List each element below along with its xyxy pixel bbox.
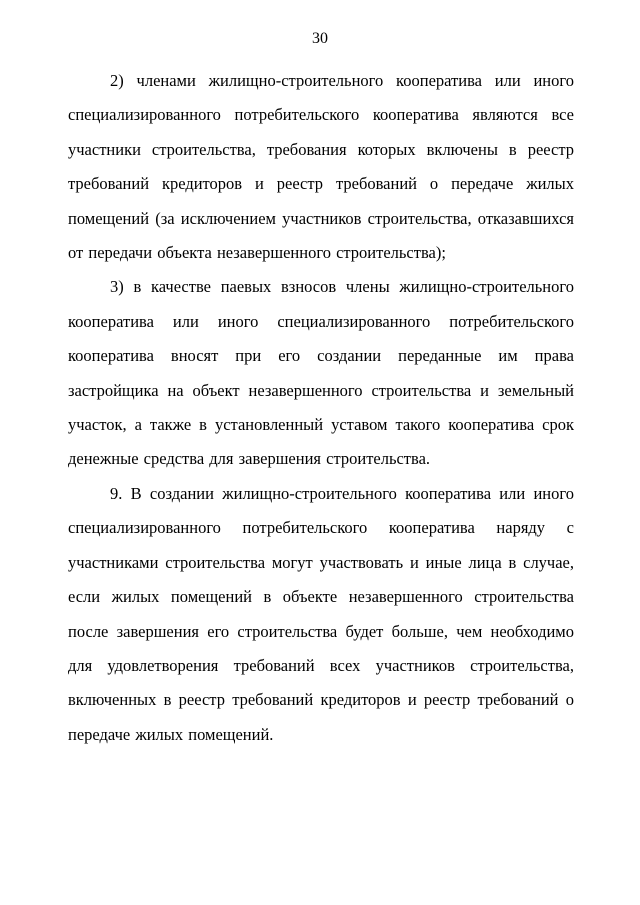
paragraph-subclause-2: 2) членами жилищно-строительного кооператива или иного специализированного потребительского кооператива являются все участники строительства, требования которых включены в реестр требований кредиторов и реестр требований о передаче жилых помещений (за исключением участников строительства, отказавшихся от передачи объекта незавершенного строительства); bbox=[68, 71, 574, 263]
page-number: 30 bbox=[312, 30, 328, 47]
document-body bbox=[68, 64, 574, 752]
paragraph-subclause-3: 3) в качестве паевых взносов члены жилищно-строительного кооператива или иного специализированного потребительского кооператива вносят при его создании переданные им права застройщика на объект незавершенного строительства и земельный участок, а также в установленный уставом такого кооператива срок денежные средства для завершения строительства. bbox=[68, 277, 574, 469]
paragraph-clause-9: 9. В создании жилищно-строительного кооператива или иного специализированного потребительского кооператива наряду с участниками строительства могут участвовать и иные лица в случае, если жилых помещений в объекте незавершенного строительства после завершения его строительства будет больше, чем необходимо для удовлетворения требований всех участников строительства, включенных в реестр требований кредиторов и реестр требований о передаче жилых помещений. bbox=[68, 483, 574, 744]
